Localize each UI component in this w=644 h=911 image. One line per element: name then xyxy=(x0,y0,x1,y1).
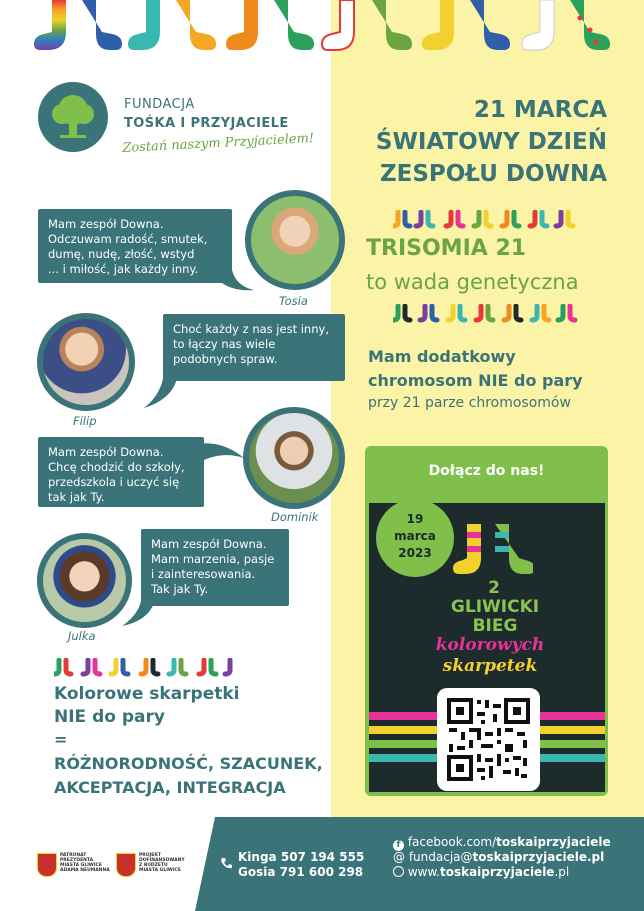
socks-message-line2: NIE do pary xyxy=(54,707,165,727)
footer xyxy=(0,813,644,911)
patronage-line: ADAMA NEUMANNA xyxy=(60,868,110,873)
website-domain: toskaiprzyjaciele xyxy=(439,865,555,879)
name-filip: Filip xyxy=(73,414,97,428)
bubble-line: tak jak Ty. xyxy=(48,490,105,504)
speech-bubble-tosia xyxy=(38,209,232,283)
website-link[interactable] xyxy=(393,865,569,879)
bubble-line: Odczuwam radość, smutek, xyxy=(48,232,208,246)
facebook-link[interactable] xyxy=(393,835,611,851)
foundation-logo xyxy=(38,82,108,152)
event-edition-number: 2 xyxy=(488,578,500,598)
bubble-tail xyxy=(140,372,180,412)
bubble-line: Mam zespół Downa. xyxy=(151,537,267,551)
join-us-heading: Dołącz do nas! xyxy=(428,463,545,479)
contact-name: Kinga xyxy=(238,850,277,864)
event-title-line2: BIEG xyxy=(472,616,518,636)
trisomy-subtitle: to wada genetyczna xyxy=(366,270,579,294)
globe-icon xyxy=(393,866,404,877)
speech-bubble-julka xyxy=(141,529,289,606)
email-domain: toskaiprzyjaciele.pl xyxy=(472,850,605,864)
contact-kinga[interactable] xyxy=(238,850,364,864)
title-line: ZESPOŁU DOWNA xyxy=(379,161,607,187)
mini-socks-row-2 xyxy=(393,304,578,326)
bubble-tail xyxy=(218,270,258,294)
contact-gosia[interactable] xyxy=(238,865,363,879)
socks-message-line3: RÓŻNORODNOŚĆ, SZACUNEK, xyxy=(54,754,323,773)
name-dominik: Dominik xyxy=(271,510,319,524)
contact-name: Gosia xyxy=(238,865,276,879)
event-date-year: 2023 xyxy=(398,546,432,560)
bubble-tail xyxy=(196,440,246,476)
funding-line: MIASTA GLIWICE xyxy=(139,868,181,873)
patronage-text xyxy=(60,853,110,873)
chromosome-line1: Mam dodatkowy xyxy=(368,347,516,366)
funding-line: PROJEKT xyxy=(139,853,161,858)
patronage-line: PATRONAT xyxy=(60,853,87,858)
socks-message-line1: Kolorowe skarpetki xyxy=(54,684,240,704)
qr-code[interactable] xyxy=(437,688,540,791)
patronage-line: MIASTA GLIWICE xyxy=(60,863,102,868)
bubble-line: i zainteresowania. xyxy=(151,567,256,581)
bubble-line: to łączy nas wiele xyxy=(173,337,276,351)
sock-icon xyxy=(34,0,610,50)
tree-icon xyxy=(38,82,108,152)
title-line: ŚWIATOWY DZIEŃ xyxy=(375,129,607,155)
facebook-handle: toskaiprzyjaciele xyxy=(496,835,611,849)
mini-socks-row-3 xyxy=(54,658,239,680)
patronage-line: PREZYDENTA xyxy=(60,858,94,863)
socks-message-line4: AKCEPTACJA, INTEGRACJA xyxy=(54,778,286,797)
page-title xyxy=(376,94,607,190)
photo-tosia xyxy=(245,190,345,290)
funding-line: Z BUDŻETU xyxy=(139,863,168,868)
event-date-month: marca xyxy=(394,529,436,543)
bubble-line: Choć każdy z nas jest inny, xyxy=(173,322,329,336)
contact-phone: 507 194 555 xyxy=(280,850,365,864)
bubble-line: Mam marzenia, pasje xyxy=(151,552,275,566)
bubble-line: Tak jak Ty. xyxy=(151,582,209,596)
bubble-line: podobnych spraw. xyxy=(173,352,278,366)
bubble-line: Chcę chodzić do szkoły, xyxy=(48,460,185,474)
phone-icon xyxy=(219,857,233,871)
gliwice-crest-icon xyxy=(37,853,57,877)
at-icon: @ xyxy=(393,850,405,864)
photo-julka xyxy=(37,533,132,628)
speech-bubble-filip xyxy=(163,314,345,381)
event-title-line4: skarpetek xyxy=(442,656,538,676)
speech-bubble-dominik xyxy=(38,437,204,507)
event-date-badge xyxy=(376,499,454,577)
gliwice-crest-icon xyxy=(116,853,136,877)
website-prefix: www. xyxy=(407,865,440,879)
foundation-name-line2: TOŚKA I PRZYJACIELE xyxy=(124,116,289,131)
photo-dominik xyxy=(243,407,345,509)
website-suffix: .pl xyxy=(554,865,570,879)
event-date-day: 19 xyxy=(406,512,424,526)
funding-line: DOFINANSOWANY xyxy=(139,858,185,863)
chromosome-line3: przy 21 parze chromosomów xyxy=(368,395,571,411)
event-title-line3: kolorowych xyxy=(435,635,545,655)
foundation-slogan: Zostań naszym Przyjacielem! xyxy=(122,130,315,156)
name-julka: Julka xyxy=(68,629,96,643)
socks-message-equals: = xyxy=(54,730,68,749)
name-tosia: Tosia xyxy=(279,294,308,308)
photo-filip xyxy=(37,313,135,411)
bubble-line: dumę, nudę, złość, wstyd xyxy=(48,247,195,261)
qr-code-icon xyxy=(437,688,540,791)
bubble-line: ... i miłość, jak każdy inny. xyxy=(48,262,199,276)
striped-socks-icon xyxy=(453,524,533,584)
facebook-prefix: facebook.com/ xyxy=(407,835,497,849)
contact-phone: 791 600 298 xyxy=(279,865,364,879)
funding-text xyxy=(139,853,185,873)
foundation-name-line1: FUNDACJA xyxy=(124,97,195,112)
email-link[interactable] xyxy=(393,850,604,864)
bubble-line: przedszkola i uczyć się xyxy=(48,475,180,489)
facebook-icon: f xyxy=(393,840,404,851)
trisomy-title: TRISOMIA 21 xyxy=(366,236,527,261)
email-prefix: fundacja@ xyxy=(408,850,473,864)
bubble-line: Mam zespół Downa. xyxy=(48,217,164,231)
event-title-line1: GLIWICKI xyxy=(450,597,540,617)
mini-socks-row-1 xyxy=(393,210,578,230)
top-socks-decoration xyxy=(0,0,644,60)
chromosome-line2: chromosom NIE do pary xyxy=(368,371,583,390)
title-line: 21 MARCA xyxy=(473,97,607,123)
bubble-line: Mam zespół Downa. xyxy=(48,445,164,459)
